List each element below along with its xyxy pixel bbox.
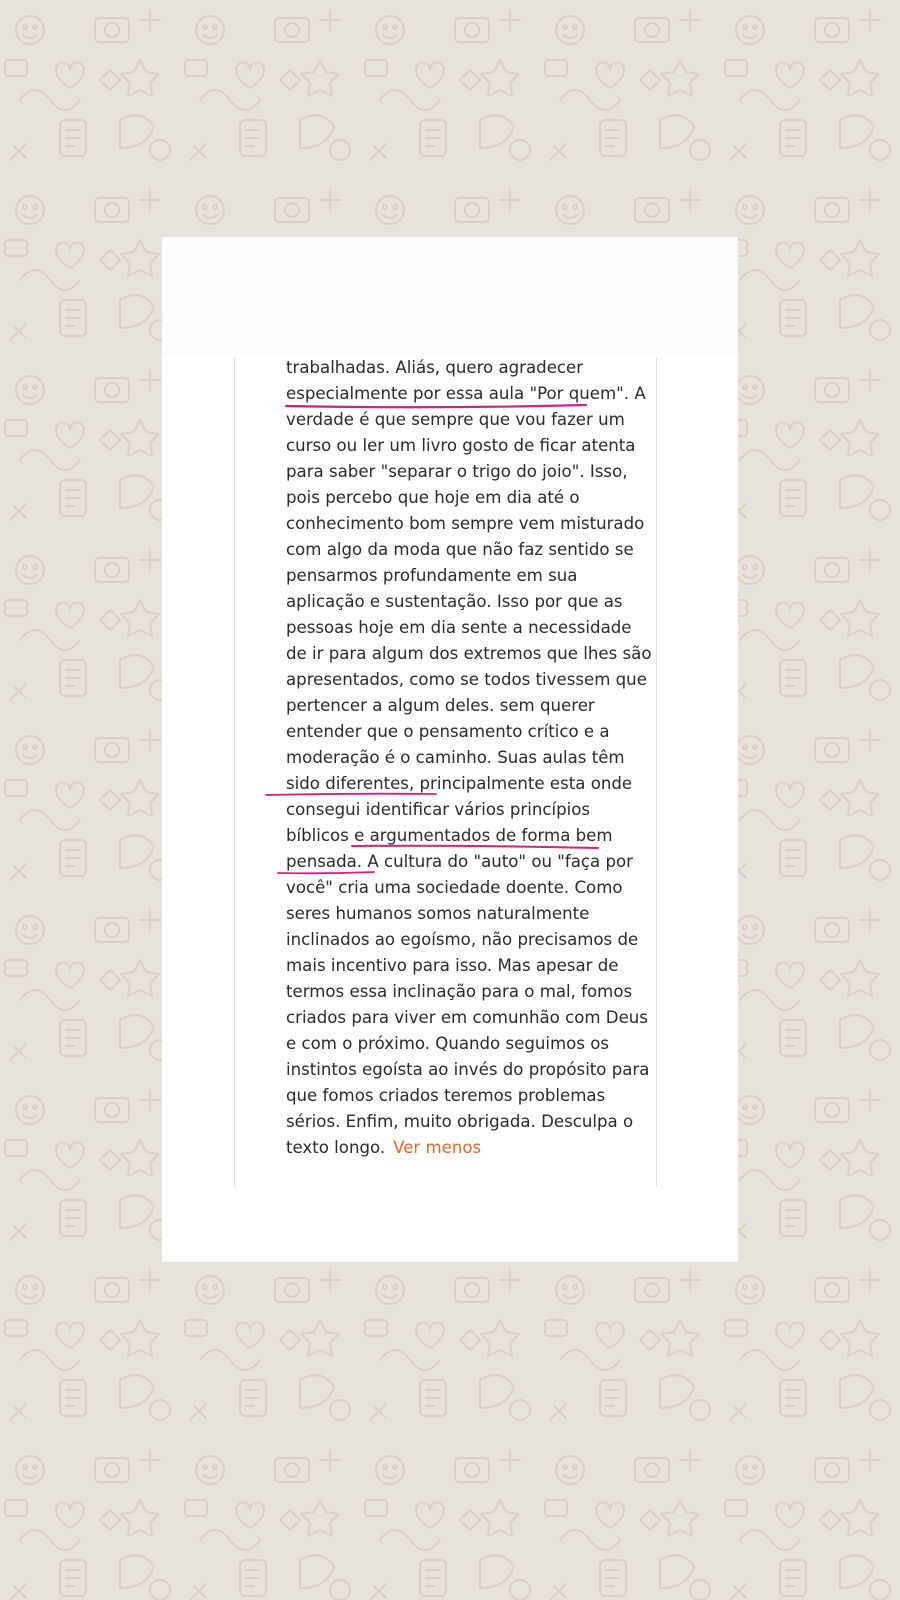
comment-line: com algo da moda que não faz sentido se <box>286 540 634 559</box>
comment-line: seres humanos somos naturalmente <box>286 904 590 923</box>
comment-line: pois percebo que hoje em dia até o <box>286 488 580 507</box>
comment-line: entender que o pensamento crítico e a <box>286 722 610 741</box>
comment-line: mais incentivo para isso. Mas apesar de <box>286 956 619 975</box>
comment-line: pensarmos profundamente em sua <box>286 566 578 585</box>
left-divider <box>234 357 235 1187</box>
comment-line: pessoas hoje em dia sente a necessidade <box>286 618 632 637</box>
comment-line: sérios. Enfim, muito obrigada. Desculpa o <box>286 1112 634 1131</box>
comment-line: aplicação e sustentação. Isso por que as <box>286 592 623 611</box>
comment-line: de ir para algum dos extremos que lhes são <box>286 644 652 663</box>
comment-line: sido diferentes, principalmente esta onde <box>286 774 633 793</box>
comment-line: pensada. A cultura do "auto" ou "faça por <box>286 852 633 871</box>
comment-line: conhecimento bom sempre vem misturado <box>286 514 645 533</box>
comment-line: consegui identificar vários princípios <box>286 800 591 819</box>
comment-line: moderação é o caminho. Suas aulas têm <box>286 748 625 767</box>
comment-line: para saber "separar o trigo do joio". Isso, <box>286 462 628 481</box>
comment-line: especialmente por essa aula "Por quem". A <box>286 384 646 403</box>
comment-line: verdade é que sempre que vou fazer um <box>286 410 625 429</box>
screenshot-card <box>162 237 738 1262</box>
comment-line: termos essa inclinação para o mal, fomos <box>286 982 633 1001</box>
comment-line: pertencer a algum deles. sem querer <box>286 696 595 715</box>
card-top-blank <box>162 237 738 355</box>
comment-line: inclinados ao egoísmo, não precisamos de <box>286 930 639 949</box>
comment-line: texto longo. <box>286 1138 386 1157</box>
comment-line: que fomos criados teremos problemas <box>286 1086 606 1105</box>
comment-line: e com o próximo. Quando seguimos os <box>286 1034 610 1053</box>
comment-line: trabalhadas. Aliás, quero agradecer <box>286 358 584 377</box>
comment-line: apresentados, como se todos tivessem que <box>286 670 647 689</box>
comment-line: curso ou ler um livro gosto de ficar atenta <box>286 436 636 455</box>
see-less-link[interactable]: Ver menos <box>393 1138 482 1157</box>
comment-line: você" cria uma sociedade doente. Como <box>286 878 623 897</box>
comment-line: instintos egoísta ao invés do propósito para <box>286 1060 650 1079</box>
comment-last-line <box>286 1135 658 1161</box>
comment-body <box>286 355 658 1161</box>
comment-line: criados para viver em comunhão com Deus <box>286 1008 648 1027</box>
comment-line: bíblicos e argumentados de forma bem <box>286 826 613 845</box>
